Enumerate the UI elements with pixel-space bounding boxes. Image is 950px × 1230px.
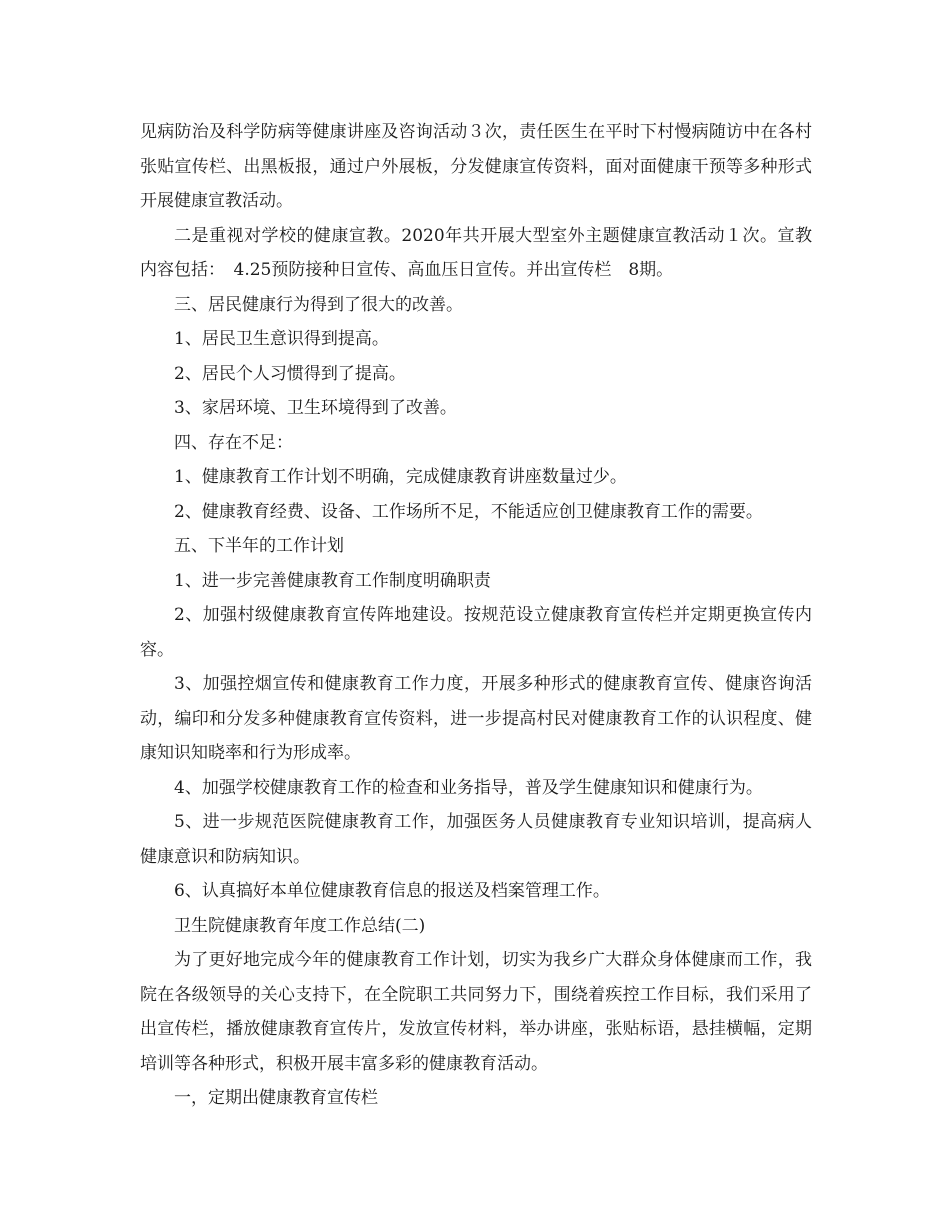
list-item: 2、加强村级健康教育宣传阵地建设。按规范设立健康教育宣传栏并定期更换宣传内容。 <box>140 605 812 660</box>
list-item: 2、居民个人习惯得到了提高。 <box>174 363 406 384</box>
document-body <box>140 115 812 1116</box>
document-title: 卫生院健康教育年度工作总结(二) <box>174 915 426 936</box>
list-item: 3、加强控烟宣传和健康教育工作力度，开展多种形式的健康教育宣传、健康咨询活动，编印和分发多种健康教育宣传资料，进一步提高村民对健康教育工作的认识程度、健康知识知晓率和行为形成率。 <box>140 674 812 763</box>
list-item: 4、加强学校健康教育工作的检查和业务指导，普及学生健康知识和健康行为。 <box>174 777 763 798</box>
section-heading: 三、居民健康行为得到了很大的改善。 <box>174 294 463 315</box>
list-item: 2、健康教育经费、设备、工作场所不足，不能适应创卫健康教育工作的需要。 <box>174 501 763 522</box>
list-item: 1、进一步完善健康教育工作制度明确职责 <box>174 570 491 591</box>
section-heading: 四、存在不足： <box>174 432 293 453</box>
section-heading: 五、下半年的工作计划 <box>174 536 344 556</box>
section-heading: 一，定期出健康教育宣传栏 <box>174 1088 378 1108</box>
list-item: 5、进一步规范医院健康教育工作，加强医务人员健康教育专业知识培训，提高病人健康意识和防病知识。 <box>140 812 812 867</box>
list-item: 1、居民卫生意识得到提高。 <box>174 329 389 349</box>
list-item: 3、家居环境、卫生环境得到了改善。 <box>174 398 457 418</box>
paragraph: 见病防治及科学防病等健康讲座及咨询活动３次，责任医生在平时下村慢病随访中在各村张贴宣传栏、出黑板报，通过户外展板，分发健康宣传资料，面对面健康干预等多种形式开展健康宣教活动。 <box>140 122 812 211</box>
list-item: 6、认真搞好本单位健康教育信息的报送及档案管理工作。 <box>174 881 610 901</box>
paragraph: 为了更好地完成今年的健康教育工作计划，切实为我乡广大群众身体健康而工作，我院在各级领导的关心支持下，在全院职工共同努力下，围绕着疾控工作目标，我们采用了出宣传栏，播放健康教育宣传片，发放宣传材料，举办讲座，张贴标语，悬挂横幅，定期培训等各种形式，积极开展丰富多彩的健康教育活动。 <box>140 950 812 1074</box>
paragraph: 二是重视对学校的健康宣教。2020年共开展大型室外主题健康宣教活动１次。宣教内容包括： 4.25预防接种日宣传、高血压日宣传。并出宣传栏 8期。 <box>140 225 812 280</box>
list-item: 1、健康教育工作计划不明确，完成健康教育讲座数量过少。 <box>174 467 627 487</box>
